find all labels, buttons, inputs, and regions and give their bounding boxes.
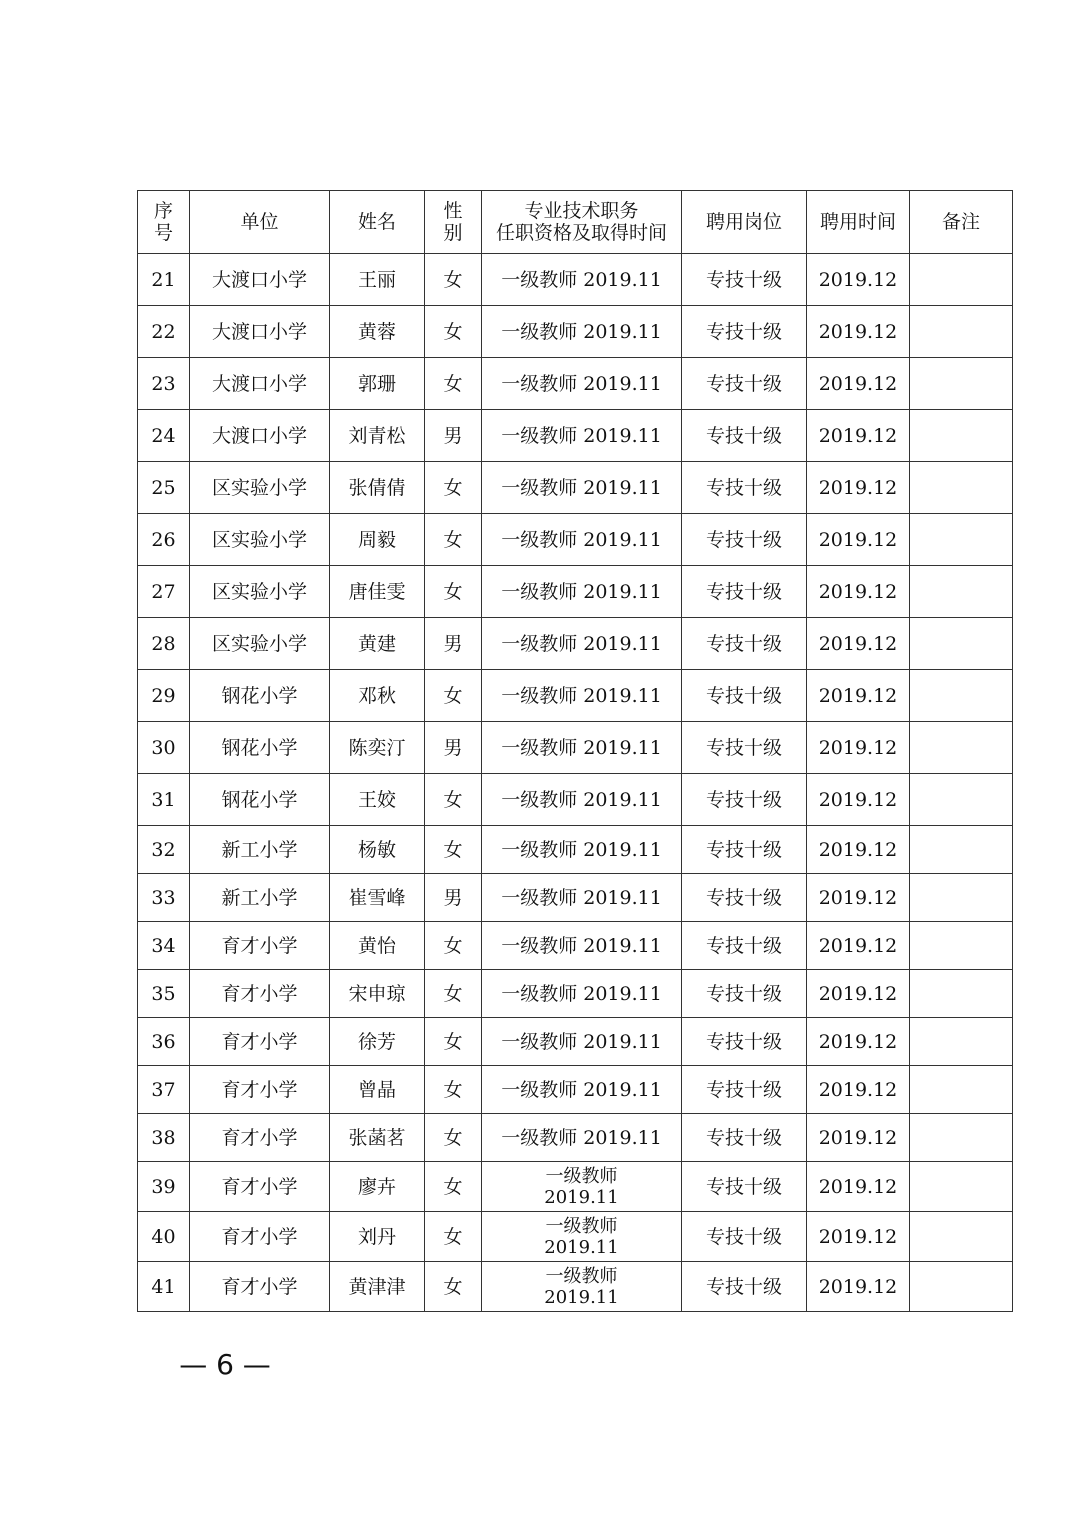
cell-qualification: 一级教师 2019.11 — [482, 566, 682, 618]
cell-remark — [910, 1212, 1013, 1262]
cell-gender: 女 — [425, 1114, 482, 1162]
cell-remark — [910, 618, 1013, 670]
page-number: — 6 — — [179, 1348, 271, 1381]
cell-gender: 女 — [425, 1066, 482, 1114]
cell-seq: 36 — [138, 1018, 190, 1066]
cell-remark — [910, 514, 1013, 566]
cell-remark — [910, 670, 1013, 722]
header-qualification-line2: 任职资格及取得时间 — [495, 222, 667, 244]
header-name: 姓名 — [330, 191, 425, 254]
cell-seq: 24 — [138, 410, 190, 462]
cell-remark — [910, 1018, 1013, 1066]
cell-post: 专技十级 — [682, 1212, 807, 1262]
cell-hire-time: 2019.12 — [807, 1212, 910, 1262]
cell-unit: 育才小学 — [190, 970, 330, 1018]
cell-remark — [910, 306, 1013, 358]
qualification-title: 一级教师 — [545, 1215, 618, 1237]
header-qualification — [482, 191, 682, 254]
qualification-date: 2019.11 — [544, 1236, 619, 1258]
cell-post: 专技十级 — [682, 874, 807, 922]
cell-unit: 育才小学 — [190, 1212, 330, 1262]
table-header-row — [138, 191, 1013, 254]
cell-seq: 32 — [138, 826, 190, 874]
cell-unit: 钢花小学 — [190, 774, 330, 826]
header-post: 聘用岗位 — [682, 191, 807, 254]
cell-gender: 女 — [425, 1212, 482, 1262]
cell-unit: 育才小学 — [190, 922, 330, 970]
cell-name: 黄津津 — [330, 1262, 425, 1312]
cell-post: 专技十级 — [682, 462, 807, 514]
cell-remark — [910, 410, 1013, 462]
header-gender — [425, 191, 482, 254]
cell-remark — [910, 462, 1013, 514]
cell-seq: 27 — [138, 566, 190, 618]
cell-qualification: 一级教师 2019.11 — [482, 970, 682, 1018]
cell-remark — [910, 358, 1013, 410]
table-row — [138, 874, 1013, 922]
cell-unit: 新工小学 — [190, 826, 330, 874]
cell-post: 专技十级 — [682, 358, 807, 410]
cell-gender: 女 — [425, 1018, 482, 1066]
cell-hire-time: 2019.12 — [807, 1066, 910, 1114]
header-unit: 单位 — [190, 191, 330, 254]
cell-remark — [910, 722, 1013, 774]
cell-hire-time: 2019.12 — [807, 922, 910, 970]
cell-remark — [910, 826, 1013, 874]
cell-hire-time: 2019.12 — [807, 566, 910, 618]
header-gender-line2: 别 — [443, 222, 463, 244]
cell-post: 专技十级 — [682, 970, 807, 1018]
cell-qualification: 一级教师 2019.11 — [482, 254, 682, 306]
cell-gender: 女 — [425, 922, 482, 970]
header-qualification-line1: 专业技术职务 — [524, 200, 639, 222]
cell-post: 专技十级 — [682, 306, 807, 358]
cell-hire-time: 2019.12 — [807, 514, 910, 566]
cell-name: 曾晶 — [330, 1066, 425, 1114]
cell-seq: 29 — [138, 670, 190, 722]
table-row — [138, 1066, 1013, 1114]
cell-unit: 育才小学 — [190, 1262, 330, 1312]
cell-remark — [910, 1162, 1013, 1212]
cell-post: 专技十级 — [682, 722, 807, 774]
cell-seq: 30 — [138, 722, 190, 774]
header-seq-line1: 序 — [153, 200, 173, 222]
cell-gender: 女 — [425, 1162, 482, 1212]
cell-qualification: 一级教师 2019.11 — [482, 874, 682, 922]
cell-qualification: 一级教师 2019.11 — [482, 462, 682, 514]
cell-seq: 33 — [138, 874, 190, 922]
cell-gender: 女 — [425, 670, 482, 722]
cell-remark — [910, 874, 1013, 922]
table-row — [138, 826, 1013, 874]
cell-name: 刘丹 — [330, 1212, 425, 1262]
cell-gender: 女 — [425, 462, 482, 514]
cell-post: 专技十级 — [682, 254, 807, 306]
cell-seq: 23 — [138, 358, 190, 410]
cell-name: 黄建 — [330, 618, 425, 670]
cell-seq: 34 — [138, 922, 190, 970]
cell-qualification: 一级教师 2019.11 — [482, 1066, 682, 1114]
cell-qualification: 一级教师 2019.11 — [482, 922, 682, 970]
cell-gender: 女 — [425, 970, 482, 1018]
cell-qualification — [482, 1162, 682, 1212]
cell-remark — [910, 1066, 1013, 1114]
cell-unit: 育才小学 — [190, 1018, 330, 1066]
cell-hire-time: 2019.12 — [807, 1018, 910, 1066]
cell-name: 邓秋 — [330, 670, 425, 722]
cell-gender: 女 — [425, 306, 482, 358]
cell-post: 专技十级 — [682, 514, 807, 566]
cell-unit: 育才小学 — [190, 1162, 330, 1212]
cell-qualification: 一级教师 2019.11 — [482, 1114, 682, 1162]
cell-name: 徐芳 — [330, 1018, 425, 1066]
cell-hire-time: 2019.12 — [807, 970, 910, 1018]
cell-name: 陈奕汀 — [330, 722, 425, 774]
table-row — [138, 358, 1013, 410]
cell-seq: 38 — [138, 1114, 190, 1162]
personnel-table — [137, 190, 1013, 1312]
cell-hire-time: 2019.12 — [807, 410, 910, 462]
cell-post: 专技十级 — [682, 1018, 807, 1066]
cell-unit: 钢花小学 — [190, 722, 330, 774]
cell-name: 廖卉 — [330, 1162, 425, 1212]
cell-post: 专技十级 — [682, 826, 807, 874]
cell-hire-time: 2019.12 — [807, 774, 910, 826]
qualification-title: 一级教师 — [545, 1265, 618, 1287]
cell-qualification: 一级教师 2019.11 — [482, 410, 682, 462]
cell-qualification — [482, 1212, 682, 1262]
qualification-title: 一级教师 — [545, 1165, 618, 1187]
cell-seq: 28 — [138, 618, 190, 670]
cell-seq: 31 — [138, 774, 190, 826]
cell-unit: 育才小学 — [190, 1066, 330, 1114]
header-seq-line2: 号 — [153, 222, 173, 244]
cell-post: 专技十级 — [682, 1262, 807, 1312]
cell-hire-time: 2019.12 — [807, 306, 910, 358]
cell-gender: 男 — [425, 410, 482, 462]
cell-post: 专技十级 — [682, 670, 807, 722]
cell-seq: 40 — [138, 1212, 190, 1262]
table-row — [138, 462, 1013, 514]
table-row — [138, 1262, 1013, 1312]
cell-qualification — [482, 1262, 682, 1312]
table-row — [138, 1162, 1013, 1212]
cell-post: 专技十级 — [682, 410, 807, 462]
cell-gender: 女 — [425, 566, 482, 618]
cell-qualification: 一级教师 2019.11 — [482, 670, 682, 722]
cell-qualification: 一级教师 2019.11 — [482, 358, 682, 410]
header-gender-line1: 性 — [443, 200, 463, 222]
cell-gender: 男 — [425, 722, 482, 774]
cell-qualification: 一级教师 2019.11 — [482, 722, 682, 774]
cell-hire-time: 2019.12 — [807, 1162, 910, 1212]
qualification-date: 2019.11 — [544, 1286, 619, 1308]
table-row — [138, 670, 1013, 722]
cell-seq: 37 — [138, 1066, 190, 1114]
cell-remark — [910, 774, 1013, 826]
table-row — [138, 514, 1013, 566]
table-row — [138, 1114, 1013, 1162]
cell-post: 专技十级 — [682, 1162, 807, 1212]
cell-seq: 21 — [138, 254, 190, 306]
cell-remark — [910, 566, 1013, 618]
cell-unit: 区实验小学 — [190, 566, 330, 618]
cell-unit: 新工小学 — [190, 874, 330, 922]
cell-remark — [910, 1114, 1013, 1162]
table-row — [138, 774, 1013, 826]
cell-name: 宋申琼 — [330, 970, 425, 1018]
cell-hire-time: 2019.12 — [807, 462, 910, 514]
cell-hire-time: 2019.12 — [807, 826, 910, 874]
cell-name: 郭珊 — [330, 358, 425, 410]
header-seq — [138, 191, 190, 254]
cell-unit: 育才小学 — [190, 1114, 330, 1162]
cell-qualification: 一级教师 2019.11 — [482, 306, 682, 358]
cell-qualification: 一级教师 2019.11 — [482, 826, 682, 874]
cell-unit: 钢花小学 — [190, 670, 330, 722]
cell-name: 周毅 — [330, 514, 425, 566]
cell-gender: 女 — [425, 514, 482, 566]
cell-hire-time: 2019.12 — [807, 1262, 910, 1312]
cell-post: 专技十级 — [682, 1114, 807, 1162]
table-row — [138, 618, 1013, 670]
cell-remark — [910, 1262, 1013, 1312]
table-row — [138, 922, 1013, 970]
cell-unit: 大渡口小学 — [190, 410, 330, 462]
cell-seq: 35 — [138, 970, 190, 1018]
cell-gender: 女 — [425, 826, 482, 874]
cell-seq: 25 — [138, 462, 190, 514]
cell-seq: 26 — [138, 514, 190, 566]
header-remark: 备注 — [910, 191, 1013, 254]
cell-post: 专技十级 — [682, 618, 807, 670]
cell-name: 刘青松 — [330, 410, 425, 462]
cell-gender: 女 — [425, 774, 482, 826]
table-row — [138, 1212, 1013, 1262]
cell-qualification: 一级教师 2019.11 — [482, 618, 682, 670]
qualification-date: 2019.11 — [544, 1186, 619, 1208]
cell-qualification: 一级教师 2019.11 — [482, 514, 682, 566]
cell-qualification: 一级教师 2019.11 — [482, 774, 682, 826]
cell-unit: 大渡口小学 — [190, 358, 330, 410]
cell-name: 杨敏 — [330, 826, 425, 874]
table-row — [138, 566, 1013, 618]
cell-post: 专技十级 — [682, 1066, 807, 1114]
cell-name: 张菡茗 — [330, 1114, 425, 1162]
cell-gender: 女 — [425, 358, 482, 410]
cell-name: 王姣 — [330, 774, 425, 826]
cell-name: 唐佳雯 — [330, 566, 425, 618]
cell-post: 专技十级 — [682, 566, 807, 618]
cell-hire-time: 2019.12 — [807, 254, 910, 306]
cell-name: 王丽 — [330, 254, 425, 306]
cell-remark — [910, 254, 1013, 306]
cell-hire-time: 2019.12 — [807, 1114, 910, 1162]
cell-remark — [910, 970, 1013, 1018]
cell-gender: 女 — [425, 1262, 482, 1312]
cell-post: 专技十级 — [682, 774, 807, 826]
table-row — [138, 970, 1013, 1018]
cell-unit: 区实验小学 — [190, 462, 330, 514]
cell-name: 崔雪峰 — [330, 874, 425, 922]
cell-hire-time: 2019.12 — [807, 670, 910, 722]
cell-unit: 区实验小学 — [190, 514, 330, 566]
cell-unit: 大渡口小学 — [190, 254, 330, 306]
cell-gender: 男 — [425, 618, 482, 670]
cell-post: 专技十级 — [682, 922, 807, 970]
cell-name: 黄蓉 — [330, 306, 425, 358]
cell-hire-time: 2019.12 — [807, 618, 910, 670]
cell-remark — [910, 922, 1013, 970]
cell-name: 黄怡 — [330, 922, 425, 970]
cell-qualification: 一级教师 2019.11 — [482, 1018, 682, 1066]
cell-unit: 大渡口小学 — [190, 306, 330, 358]
cell-hire-time: 2019.12 — [807, 874, 910, 922]
table-row — [138, 722, 1013, 774]
cell-name: 张倩倩 — [330, 462, 425, 514]
table-row — [138, 254, 1013, 306]
cell-gender: 女 — [425, 254, 482, 306]
cell-seq: 39 — [138, 1162, 190, 1212]
header-hire-time: 聘用时间 — [807, 191, 910, 254]
cell-gender: 男 — [425, 874, 482, 922]
cell-seq: 41 — [138, 1262, 190, 1312]
cell-seq: 22 — [138, 306, 190, 358]
cell-unit: 区实验小学 — [190, 618, 330, 670]
table-row — [138, 1018, 1013, 1066]
table-row — [138, 410, 1013, 462]
cell-hire-time: 2019.12 — [807, 358, 910, 410]
cell-hire-time: 2019.12 — [807, 722, 910, 774]
table-row — [138, 306, 1013, 358]
